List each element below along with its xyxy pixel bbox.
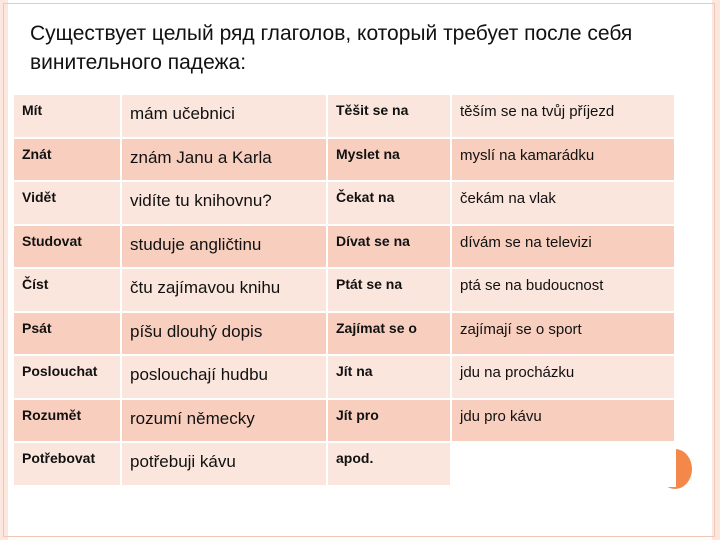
verb-cell: Studovat	[14, 226, 122, 270]
slide-right-edge	[712, 0, 720, 540]
example-preposition-cell	[452, 443, 676, 487]
verb-preposition-cell: Ptát se na	[328, 269, 452, 313]
example-cell: poslouchají hudbu	[122, 356, 328, 400]
example-cell: píšu dlouhý dopis	[122, 313, 328, 357]
example-cell: potřebuji kávu	[122, 443, 328, 487]
example-cell: vidíte tu knihovnu?	[122, 182, 328, 226]
verb-preposition-cell: Těšit se na	[328, 95, 452, 139]
verb-cell: Psát	[14, 313, 122, 357]
example-cell: mám učebnici	[122, 95, 328, 139]
verb-preposition-cell: apod.	[328, 443, 452, 487]
verb-preposition-cell: Zajímat se o	[328, 313, 452, 357]
example-preposition-cell: dívám se na televizi	[452, 226, 676, 270]
example-cell: rozumí německy	[122, 400, 328, 444]
example-preposition-cell: jdu pro kávu	[452, 400, 676, 444]
verb-cell: Znát	[14, 139, 122, 183]
verb-table	[14, 95, 676, 487]
example-preposition-cell: ptá se na budoucnost	[452, 269, 676, 313]
verb-preposition-cell: Dívat se na	[328, 226, 452, 270]
verb-cell: Mít	[14, 95, 122, 139]
verb-cell: Číst	[14, 269, 122, 313]
verb-preposition-cell: Jít na	[328, 356, 452, 400]
example-preposition-cell: těším se na tvůj příjezd	[452, 95, 676, 139]
example-preposition-cell: jdu na procházku	[452, 356, 676, 400]
verb-preposition-cell: Myslet na	[328, 139, 452, 183]
example-preposition-cell: zajímají se o sport	[452, 313, 676, 357]
example-cell: čtu zajímavou knihu	[122, 269, 328, 313]
verb-cell: Poslouchat	[14, 356, 122, 400]
example-preposition-cell: myslí na kamarádku	[452, 139, 676, 183]
verb-cell: Rozumět	[14, 400, 122, 444]
verb-preposition-cell: Jít pro	[328, 400, 452, 444]
example-preposition-cell: čekám na vlak	[452, 182, 676, 226]
verb-cell: Potřebovat	[14, 443, 122, 487]
example-cell: znám Janu a Karla	[122, 139, 328, 183]
verb-cell: Vidět	[14, 182, 122, 226]
slide-left-edge	[0, 0, 8, 540]
slide-title: Существует целый ряд глаголов, который требует после себя винительного падежа:	[30, 22, 633, 74]
verb-preposition-cell: Čekat na	[328, 182, 452, 226]
example-cell: studuje angličtinu	[122, 226, 328, 270]
